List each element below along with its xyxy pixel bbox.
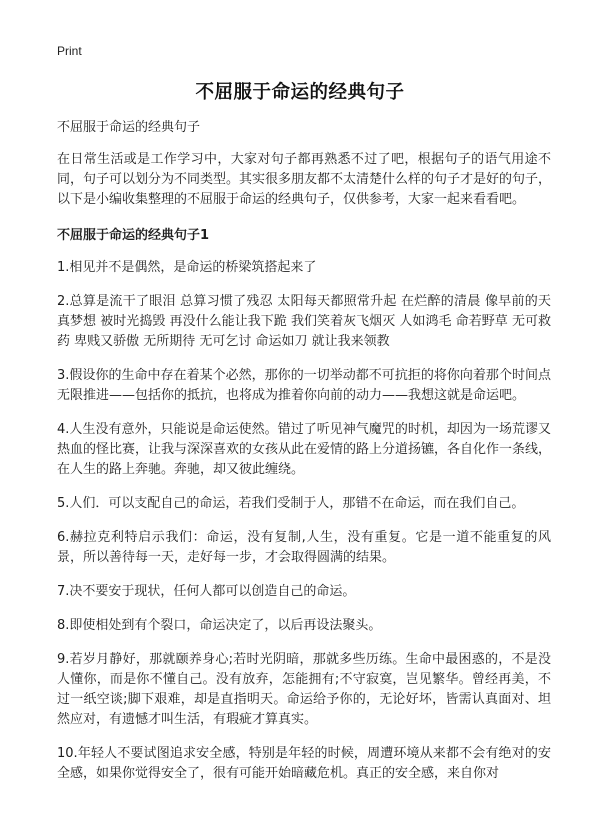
article-body [57, 118, 551, 798]
list-item: 5.人们．可以支配自己的命运，若我们受制于人，那错不在命运，而在我们自己。 [57, 496, 525, 511]
list-item: 10.年轻人不要试图追求安全感，特别是年轻的时候，周遭环境从来都不会有绝对的安全感，如果你觉得安全了，很有可能开始暗藏危机。真正的安全感，来自你对 [57, 746, 551, 781]
list-item: 2.总算是流干了眼泪 总算习惯了残忍 太阳每天都照常升起 在烂醉的清晨 像早前的天真梦想 被时光捣毁 再没什么能让我下跪 我们笑着灰飞烟灭 人如鸿毛 命若野草 无可救药 卑贱又骄傲 无所期待 无可乞讨 命运如刀 就让我来领教 [57, 294, 551, 349]
list-item: 8.即使相处到有个裂口，命运决定了，以后再设法聚头。 [57, 618, 382, 633]
list-item: 1.相见并不是偶然，是命运的桥梁筑搭起来了 [57, 260, 317, 275]
list-item: 3.假设你的生命中存在着某个必然，那你的一切举动都不可抗拒的将你向着那个时间点无限推进——包括你的抵抗，也将成为推着你向前的动力——我想这就是命运吧。 [57, 368, 551, 403]
article-subtitle: 不屈服于命运的经典句子 [57, 120, 201, 135]
print-link[interactable]: Print [57, 44, 82, 58]
list-item: 7.决不要安于现状，任何人都可以创造自己的命运。 [57, 584, 356, 599]
intro-paragraph: 在日常生活或是工作学习中，大家对句子都再熟悉不过了吧，根据句子的语气用途不同，句子可以划分为不同类型。其实很多朋友都不太清楚什么样的句子才是好的句子，以下是小编收集整理的不屈服于命运的经典句子，仅供参考，大家一起来看看吧。 [57, 152, 552, 207]
list-item: 6.赫拉克利特启示我们：命运，没有复制,人生，没有重复。它是一道不能重复的风景，所以善待每一天，走好每一步，才会取得圆满的结果。 [57, 530, 551, 565]
list-item: 4.人生没有意外，只能说是命运使然。错过了听见神气魔咒的时机，却因为一场荒谬又热血的怪比赛，让我与深深喜欢的女孩从此在爱情的路上分道扬镳，各自化作一条线，在人生的路上奔驰。奔驰，却又彼此缠绕。 [57, 422, 552, 477]
section-heading: 不屈服于命运的经典句子1 [57, 228, 210, 243]
page-title: 不屈服于命运的经典句子 [195, 82, 405, 103]
list-item: 9.若岁月静好，那就颐养身心;若时光阴暗，那就多些历练。生命中最困惑的，不是没人懂你，而是你不懂自己。没有放弃，怎能拥有;不守寂寞，岂见繁华。曾经再美，不过一纸空谈;脚下艰难，却是直指明天。命运给予你的，无论好坏，皆需认真面对、坦然应对，有遗憾才叫生活，有瑕疵才算真实。 [57, 652, 551, 727]
